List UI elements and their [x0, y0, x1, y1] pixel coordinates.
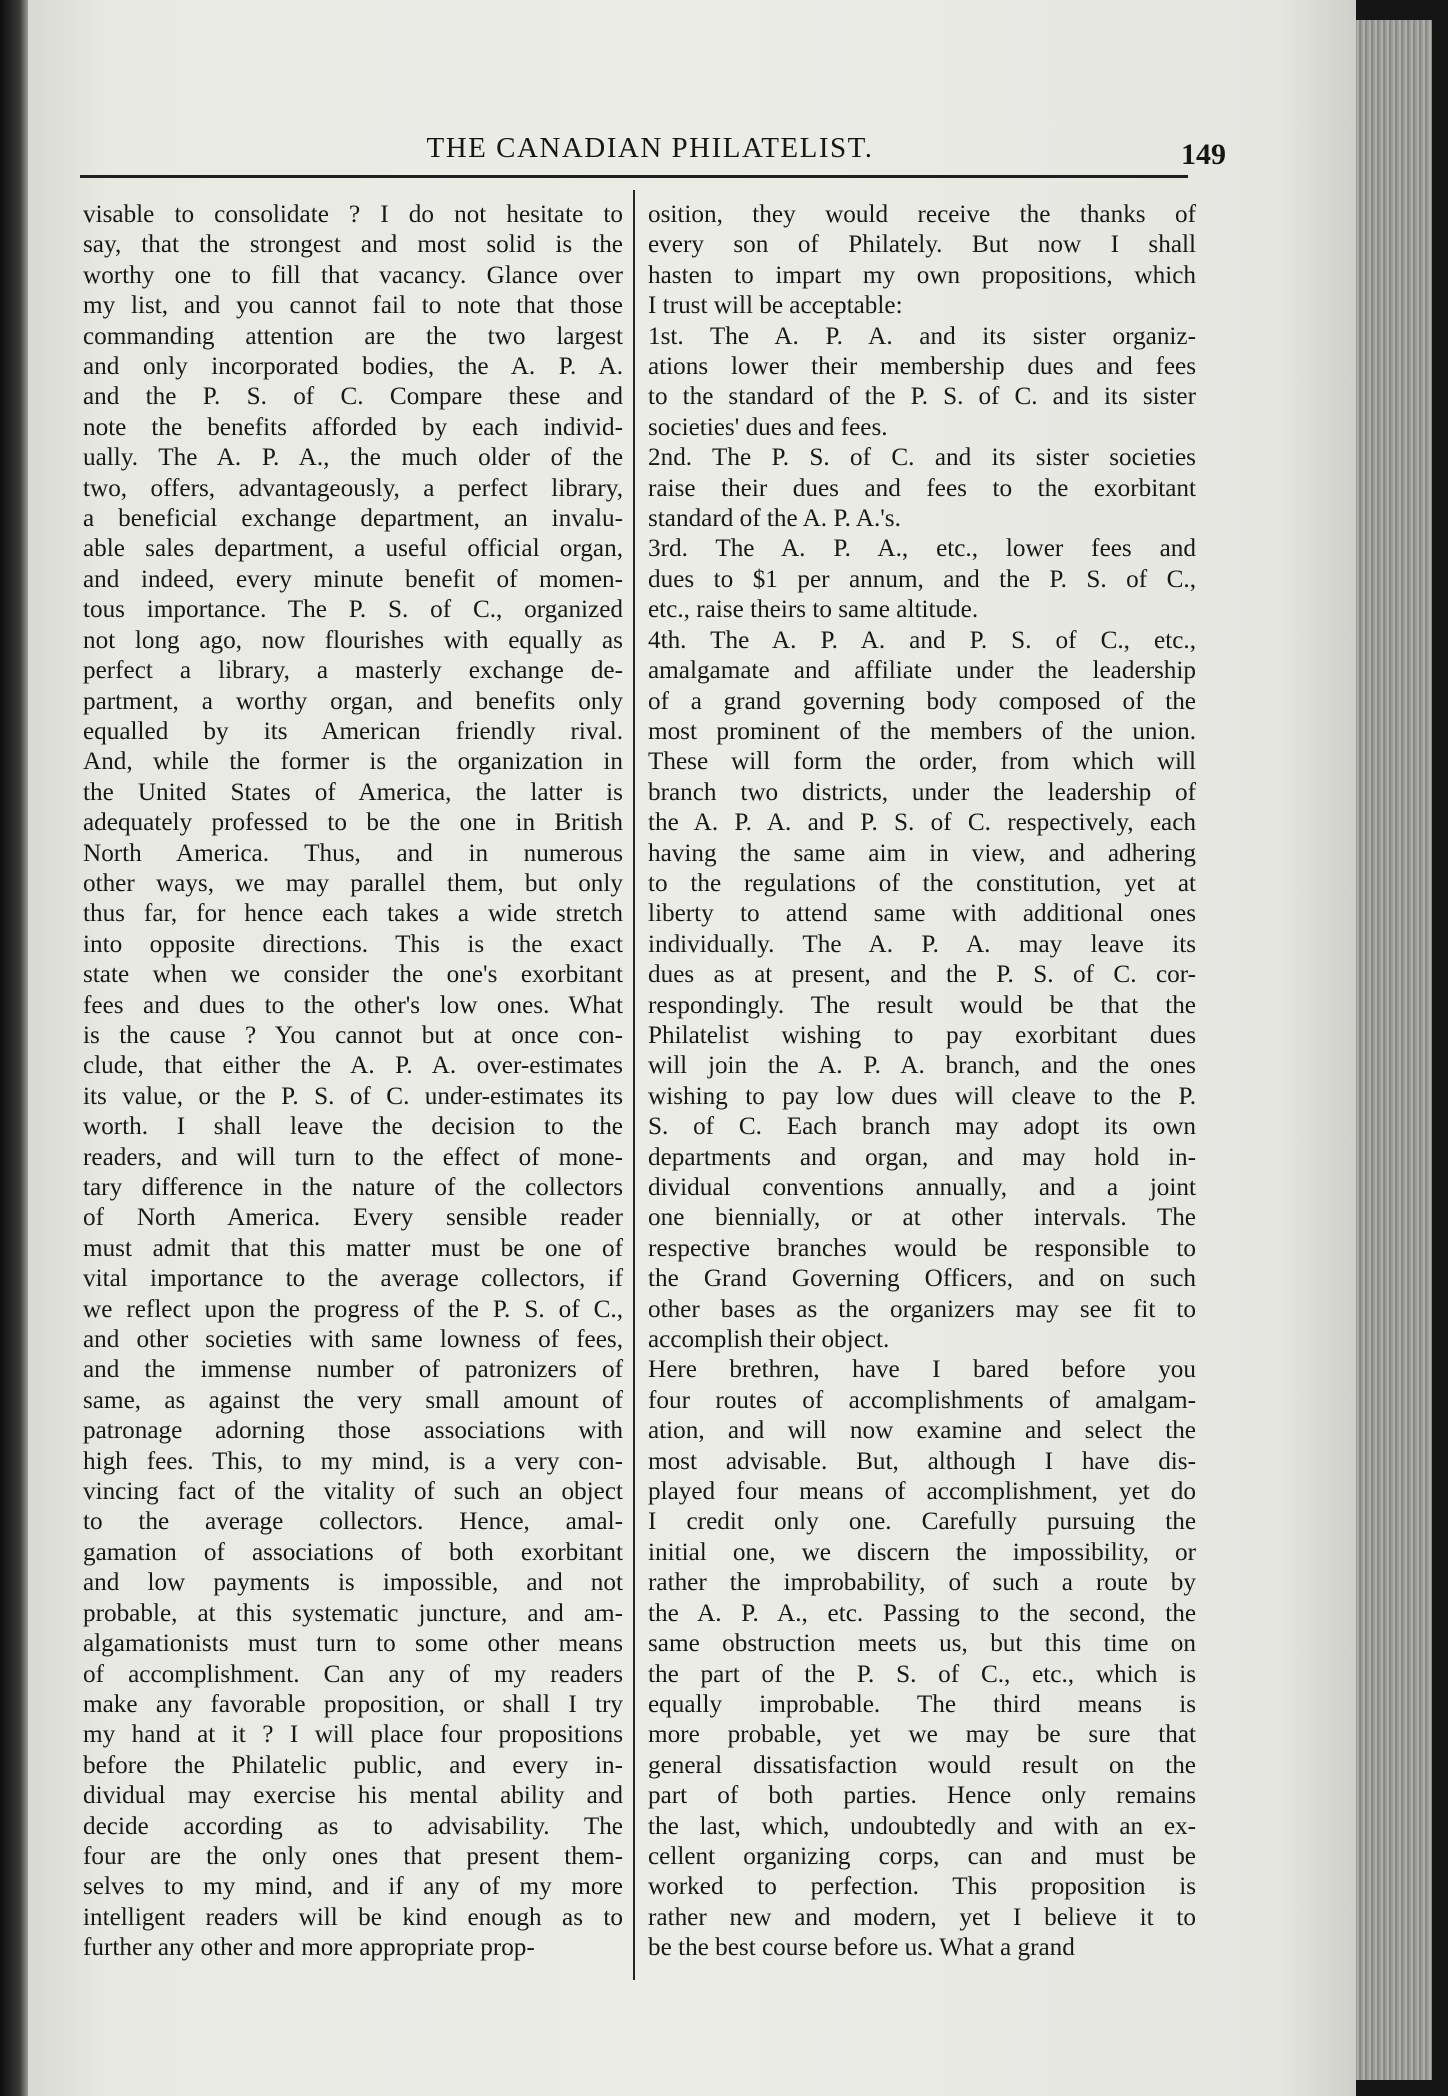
text-line: 4th. The A. P. A. and P. S. of C., etc., — [648, 626, 1196, 654]
text-line: commanding attention are the two largest — [83, 322, 623, 350]
text-line: respondingly. The result would be that the — [648, 991, 1196, 1019]
text-line: individually. The A. P. A. may leave its — [648, 930, 1196, 958]
text-line: further any other and more appropriate prop- — [83, 1934, 535, 1962]
text-line: into opposite directions. This is the exact — [83, 930, 623, 958]
header-rule — [80, 175, 1188, 178]
text-line: perfect a library, a masterly exchange de- — [83, 657, 623, 685]
text-line: be the best course before us. What a grand — [648, 1934, 1075, 1962]
text-line: selves to my mind, and if any of my more — [83, 1873, 623, 1901]
text-line: my hand at it ? I will place four propositions — [83, 1721, 623, 1749]
text-line: ually. The A. P. A., the much older of the — [83, 444, 623, 472]
text-line: my list, and you cannot fail to note that those — [83, 292, 623, 320]
text-line: tous importance. The P. S. of C., organized — [83, 596, 623, 624]
page-header — [80, 128, 1226, 176]
text-line: part of both parties. Hence only remains — [648, 1782, 1196, 1810]
text-line: rather the improbability, of such a route by — [648, 1569, 1196, 1597]
text-line: say, that the strongest and most solid is the — [83, 231, 623, 259]
text-line: And, while the former is the organization in — [83, 748, 623, 776]
text-line: dues to $1 per annum, and the P. S. of C., — [648, 565, 1196, 593]
text-line: equalled by its American friendly rival. — [83, 717, 623, 745]
text-line: intelligent readers will be kind enough as to — [83, 1903, 623, 1931]
text-line: to the regulations of the constitution, yet at — [648, 869, 1196, 897]
text-line: S. of C. Each branch may adopt its own — [648, 1113, 1196, 1141]
text-line: of accomplishment. Can any of my readers — [83, 1660, 623, 1688]
text-line: gamation of associations of both exorbitant — [83, 1538, 623, 1566]
text-line: ation, and will now examine and select the — [648, 1417, 1196, 1445]
text-line: the United States of America, the latter is — [83, 778, 623, 806]
text-line: accomplish their object. — [648, 1326, 890, 1354]
text-line: of a grand governing body composed of the — [648, 687, 1196, 715]
column-divider — [633, 190, 635, 1980]
text-line: visable to consolidate ? I do not hesitate to — [83, 201, 623, 228]
text-line: state when we consider the one's exorbitant — [83, 961, 623, 989]
text-line: note the benefits afforded by each individ- — [83, 413, 623, 441]
text-line: vincing fact of the vitality of such an object — [83, 1478, 623, 1506]
text-line: fees and dues to the other's low ones. What — [83, 991, 623, 1019]
text-line: branch two districts, under the leadership of — [648, 778, 1196, 806]
book-spine-shadow — [0, 0, 28, 2096]
text-line: 3rd. The A. P. A., etc., lower fees and — [648, 535, 1196, 563]
text-line: probable, at this systematic juncture, and am- — [83, 1599, 623, 1627]
text-line: the last, which, undoubtedly and with an ex- — [648, 1812, 1196, 1840]
text-line: liberty to attend same with additional ones — [648, 900, 1196, 928]
text-line: algamationists must turn to some other means — [83, 1630, 623, 1658]
text-line: tary difference in the nature of the collectors — [83, 1174, 623, 1201]
text-line: not long ago, now flourishes with equally as — [83, 626, 623, 654]
text-line: is the cause ? You cannot but at once con- — [83, 1021, 623, 1049]
text-line: osition, they would receive the thanks of — [648, 201, 1196, 228]
text-line: to the standard of the P. S. of C. and its sister — [648, 383, 1196, 411]
text-line: played four means of accomplishment, yet do — [648, 1478, 1196, 1506]
text-line: worked to perfection. This proposition is — [648, 1873, 1196, 1901]
text-line: Here brethren, have I bared before you — [648, 1356, 1196, 1384]
text-line: we reflect upon the progress of the P. S. of C., — [83, 1295, 623, 1323]
text-line: worthy one to fill that vacancy. Glance over — [83, 261, 623, 289]
text-line: the Grand Governing Officers, and on such — [648, 1265, 1196, 1293]
text-line: dues as at present, and the P. S. of C. cor- — [648, 961, 1196, 989]
text-line: hasten to impart my own propositions, which — [648, 261, 1196, 289]
text-line: patronage adorning those associations with — [83, 1417, 623, 1445]
text-line: wishing to pay low dues will cleave to the P. — [648, 1082, 1196, 1110]
text-line: its value, or the P. S. of C. under-estimates its — [83, 1082, 623, 1110]
text-line: other bases as the organizers may see fit to — [648, 1295, 1196, 1323]
text-line: vital importance to the average collectors, if — [83, 1265, 623, 1293]
text-line: more probable, yet we may be sure that — [648, 1721, 1196, 1749]
text-line: ations lower their membership dues and fees — [648, 353, 1196, 381]
text-line: standard of the A. P. A.'s. — [648, 505, 901, 533]
text-line: the A. P. A. and P. S. of C. respectively, each — [648, 809, 1196, 837]
text-line: and other societies with same lowness of fees, — [83, 1326, 623, 1354]
text-line: clude, that either the A. P. A. over-estimates — [83, 1052, 623, 1080]
text-line: will join the A. P. A. branch, and the ones — [648, 1052, 1196, 1080]
text-line: to the average collectors. Hence, amal- — [83, 1508, 623, 1536]
text-line: dividual conventions annually, and a joint — [648, 1174, 1196, 1201]
text-line: other ways, we may parallel them, but only — [83, 869, 623, 897]
text-line: worth. I shall leave the decision to the — [83, 1113, 623, 1141]
text-line: dividual may exercise his mental ability and — [83, 1782, 623, 1810]
text-line: every son of Philately. But now I shall — [648, 231, 1196, 259]
text-line: initial one, we discern the impossibility, or — [648, 1538, 1196, 1566]
text-line: Philatelist wishing to pay exorbitant dues — [648, 1021, 1196, 1049]
text-line: etc., raise theirs to same altitude. — [648, 596, 979, 624]
text-line: must admit that this matter must be one of — [83, 1234, 623, 1262]
text-line: and only incorporated bodies, the A. P. A. — [83, 353, 623, 381]
text-line: North America. Thus, and in numerous — [83, 839, 623, 867]
text-line: four routes of accomplishments of amalgam- — [648, 1386, 1196, 1414]
text-line: four are the only ones that present them- — [83, 1842, 623, 1870]
text-line: I trust will be acceptable: — [648, 292, 903, 320]
right-column — [648, 200, 1196, 1980]
text-line: respective branches would be responsible to — [648, 1234, 1196, 1262]
text-line: the part of the P. S. of C., etc., which is — [648, 1660, 1196, 1688]
text-line: two, offers, advantageously, a perfect library, — [83, 474, 623, 502]
left-column — [83, 200, 623, 1980]
page-number: 149 — [1181, 138, 1226, 171]
text-line: departments and organ, and may hold in- — [648, 1143, 1196, 1171]
text-line: and indeed, every minute benefit of momen- — [83, 565, 623, 593]
text-line: I credit only one. Carefully pursuing the — [648, 1508, 1196, 1536]
text-line: before the Philatelic public, and every in- — [83, 1751, 623, 1779]
text-line: same, as against the very small amount of — [83, 1386, 623, 1414]
text-line: cellent organizing corps, can and must be — [648, 1842, 1196, 1870]
text-line: having the same aim in view, and adhering — [648, 839, 1196, 867]
text-line: raise their dues and fees to the exorbitant — [648, 474, 1196, 502]
text-line: one biennially, or at other intervals. The — [648, 1204, 1196, 1232]
text-line: societies' dues and fees. — [648, 413, 888, 441]
text-line: amalgamate and affiliate under the leadership — [648, 657, 1196, 685]
text-line: adequately professed to be the one in British — [83, 809, 623, 837]
text-line: rather new and modern, yet I believe it to — [648, 1903, 1196, 1931]
text-line: decide according as to advisability. The — [83, 1812, 623, 1840]
text-line: general dissatisfaction would result on the — [648, 1751, 1196, 1779]
text-line: 1st. The A. P. A. and its sister organiz- — [648, 322, 1196, 350]
text-line: and the P. S. of C. Compare these and — [83, 383, 623, 411]
text-line: of North America. Every sensible reader — [83, 1204, 623, 1232]
text-line: most advisable. But, although I have dis- — [648, 1447, 1196, 1475]
text-line: a beneficial exchange department, an invalu- — [83, 505, 623, 533]
text-line: and low payments is impossible, and not — [83, 1569, 623, 1597]
text-line: equally improbable. The third means is — [648, 1690, 1196, 1718]
text-line: same obstruction meets us, but this time on — [648, 1630, 1196, 1658]
page-edges — [1356, 20, 1432, 2080]
text-line: high fees. This, to my mind, is a very con- — [83, 1447, 623, 1475]
text-line: thus far, for hence each takes a wide stretch — [83, 900, 623, 928]
text-line: most prominent of the members of the union. — [648, 717, 1196, 745]
running-title: THE CANADIAN PHILATELIST. — [426, 132, 874, 164]
text-line: able sales department, a useful official organ, — [83, 535, 623, 563]
text-line: 2nd. The P. S. of C. and its sister societies — [648, 444, 1196, 472]
text-line: and the immense number of patronizers of — [83, 1356, 623, 1384]
text-line: make any favorable proposition, or shall I try — [83, 1690, 623, 1718]
text-line: These will form the order, from which will — [648, 748, 1196, 776]
text-line: the A. P. A., etc. Passing to the second, the — [648, 1599, 1196, 1627]
text-line: readers, and will turn to the effect of mone- — [83, 1143, 623, 1171]
text-line: partment, a worthy organ, and benefits only — [83, 687, 623, 715]
